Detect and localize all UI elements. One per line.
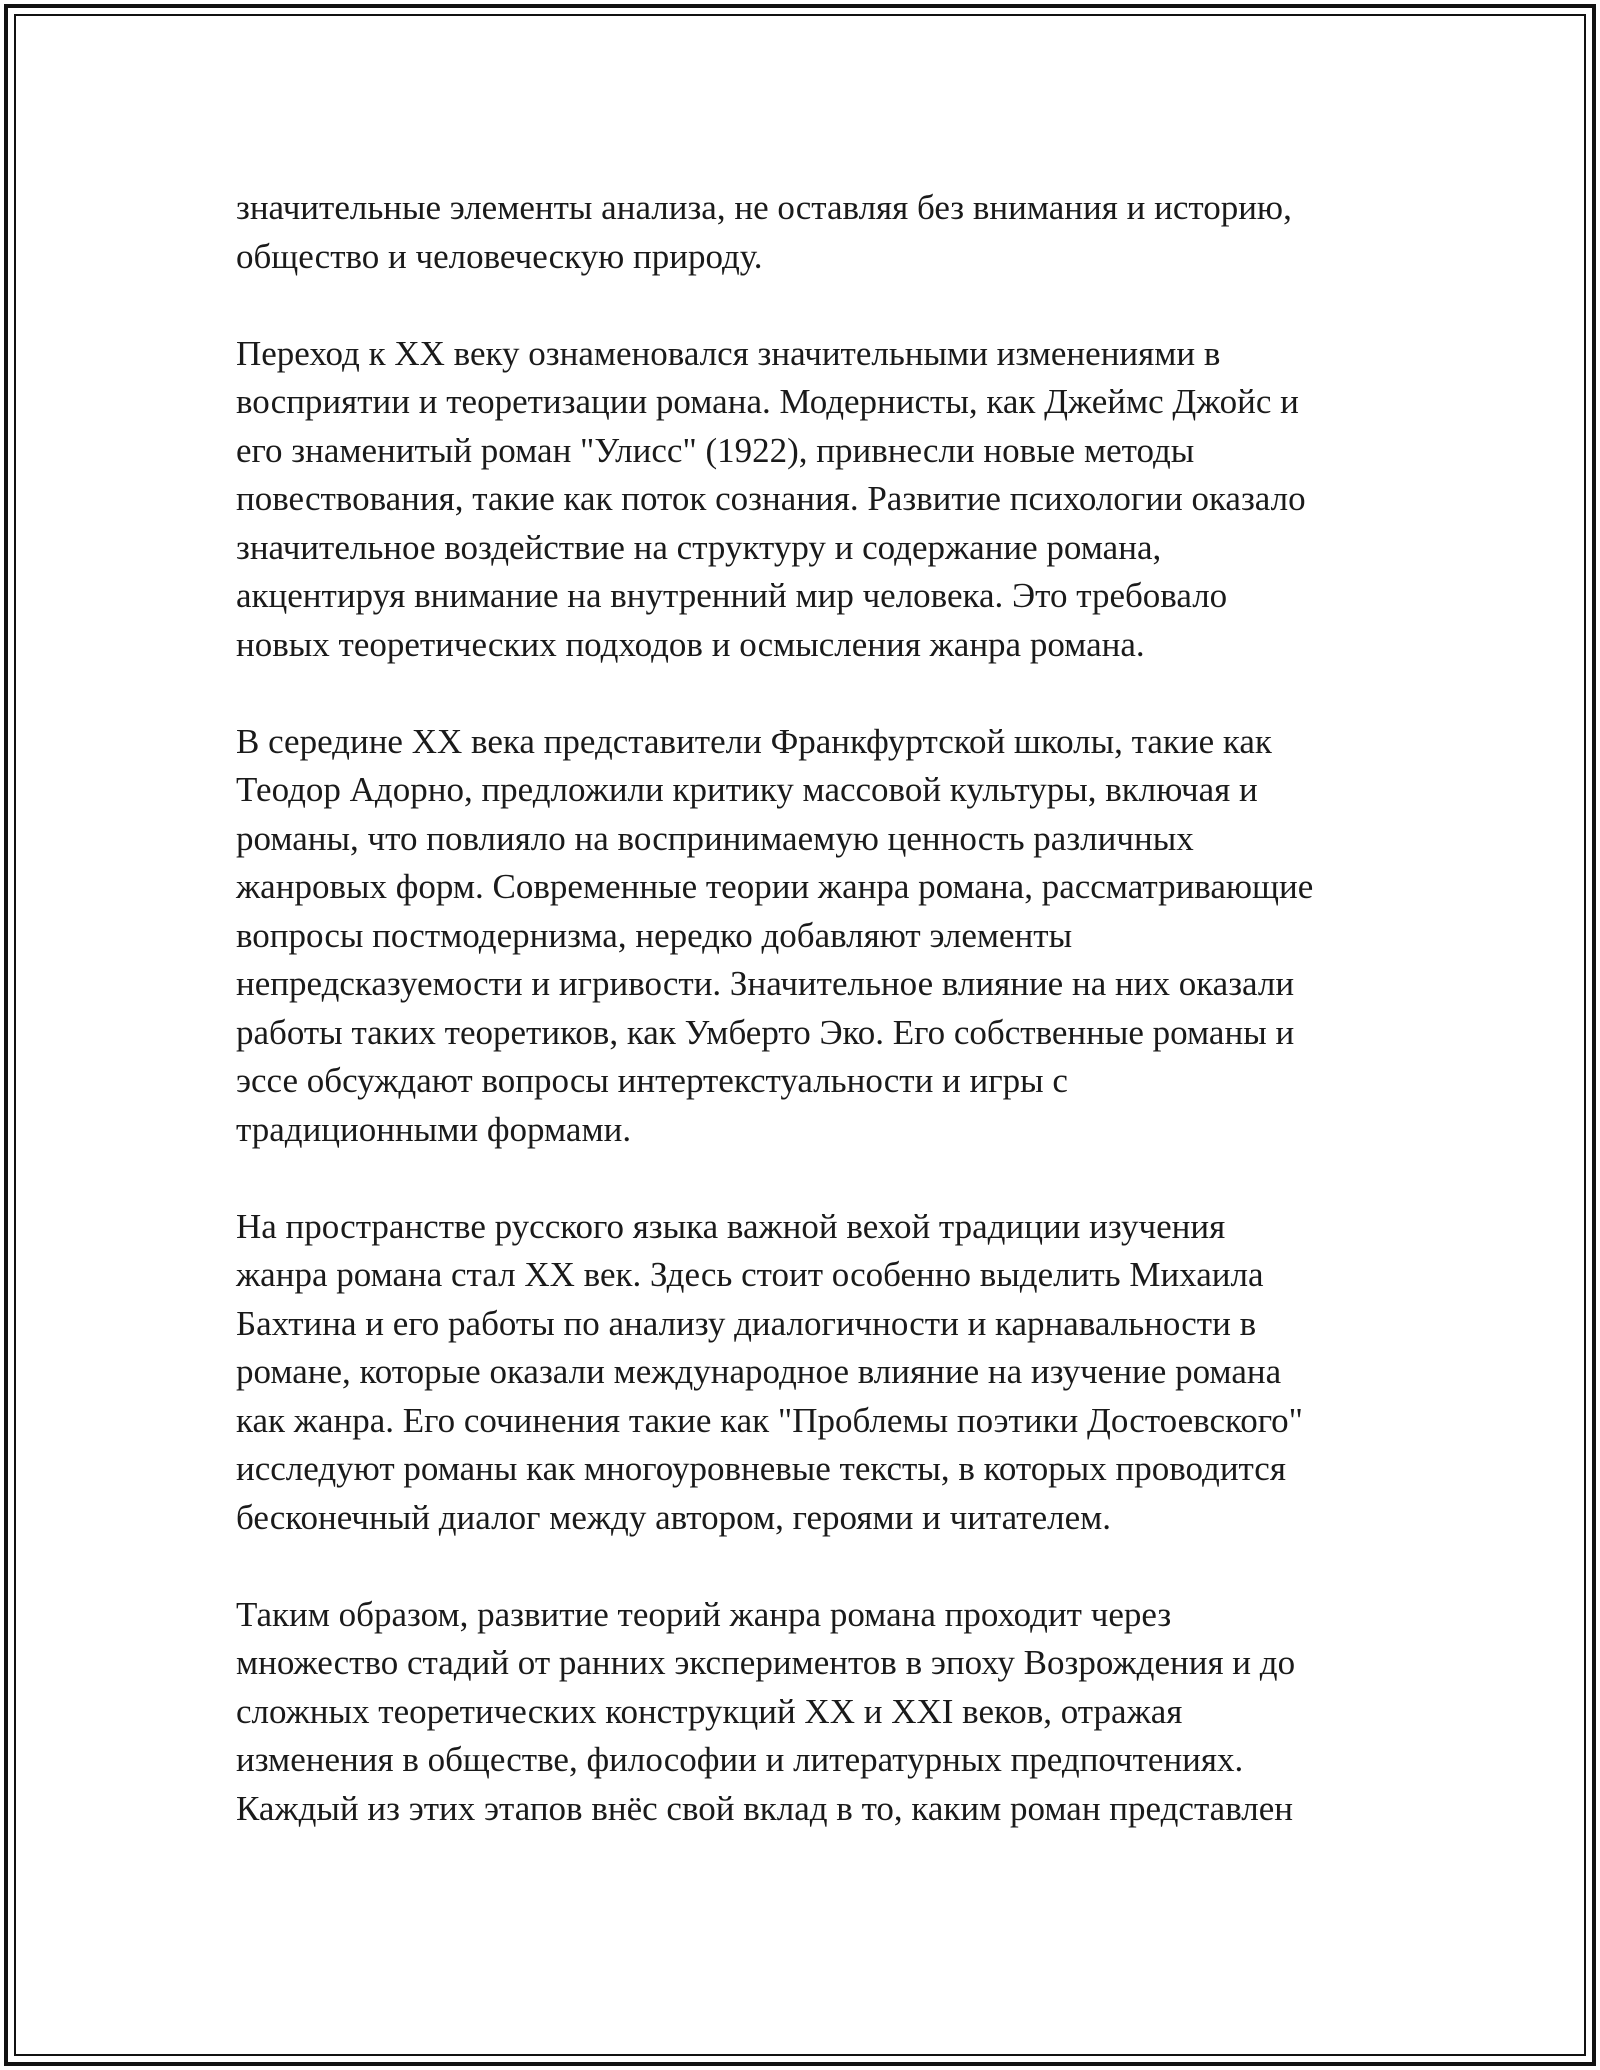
text-line: значительное воздействие на структуру и содержание романа, <box>236 527 1162 567</box>
text-line: новых теоретических подходов и осмысления жанра романа. <box>236 624 1145 664</box>
text-line: бесконечный диалог между автором, героями и читателем. <box>236 1497 1111 1537</box>
paragraph-3 <box>236 718 1386 1155</box>
text-line: жанровых форм. Современные теории жанра романа, рассматривающие <box>236 867 1314 906</box>
text-line: В середине XX века представители Франкфуртской школы, такие как <box>236 721 1272 761</box>
text-line: романе, которые оказали международное влияние на изучение романа <box>236 1352 1282 1391</box>
text-line: традиционными формами. <box>236 1109 632 1149</box>
text-line: значительные элементы анализа, не оставляя без внимания и историю, <box>236 188 1292 227</box>
paragraph-5 <box>236 1591 1386 1834</box>
text-line: исследуют романы как многоуровневые тексты, в которых проводится <box>236 1449 1286 1488</box>
text-line: Бахтина и его работы по анализу диалогичности и карнавальности в <box>236 1303 1257 1343</box>
text-line: повествования, такие как поток сознания. Развитие психологии оказало <box>236 479 1306 518</box>
text-line: восприятии и теоретизации романа. Модернисты, как Джеймс Джойс и <box>236 382 1299 421</box>
paragraph-1 <box>236 184 1386 281</box>
text-line: Теодор Адорно, предложили критику массовой культуры, включая и <box>236 770 1258 809</box>
text-line: Каждый из этих этапов внёс свой вклад в то, каким роман представлен <box>236 1788 1294 1828</box>
text-line: жанра романа стал XX век. Здесь стоит особенно выделить Михаила <box>236 1255 1264 1294</box>
text-line: сложных теоретических конструкций XX и XXI веков, отражая <box>236 1691 1183 1731</box>
text-line: акцентируя внимание на внутренний мир человека. Это требовало <box>236 576 1228 615</box>
text-line: эссе обсуждают вопросы интертекстуальности и игры с <box>236 1061 1068 1100</box>
paragraph-2 <box>236 330 1386 670</box>
text-line: На пространстве русского языка важной вехой традиции изучения <box>236 1206 1226 1246</box>
text-line: Переход к XX веку ознаменовался значительными изменениями в <box>236 333 1221 373</box>
text-line: общество и человеческую природу. <box>236 236 763 276</box>
text-line: работы таких теоретиков, как Умберто Эко. Его собственные романы и <box>236 1012 1295 1052</box>
text-line: романы, что повлияло на воспринимаемую ценность различных <box>236 818 1194 858</box>
text-line: множество стадий от ранних экспериментов в эпоху Возрождения и до <box>236 1643 1296 1682</box>
document-body <box>236 184 1386 1882</box>
text-line: его знаменитый роман "Улисс" (1922), привнесли новые методы <box>236 430 1195 470</box>
text-line: непредсказуемости и игривости. Значительное влияние на них оказали <box>236 964 1295 1003</box>
paragraph-4 <box>236 1203 1386 1543</box>
text-line: как жанра. Его сочинения такие как "Проблемы поэтики Достоевского" <box>236 1400 1303 1440</box>
text-line: вопросы постмодернизма, нередко добавляют элементы <box>236 915 1073 955</box>
text-line: изменения в обществе, философии и литературных предпочтениях. <box>236 1740 1244 1779</box>
text-line: Таким образом, развитие теорий жанра романа проходит через <box>236 1594 1172 1634</box>
